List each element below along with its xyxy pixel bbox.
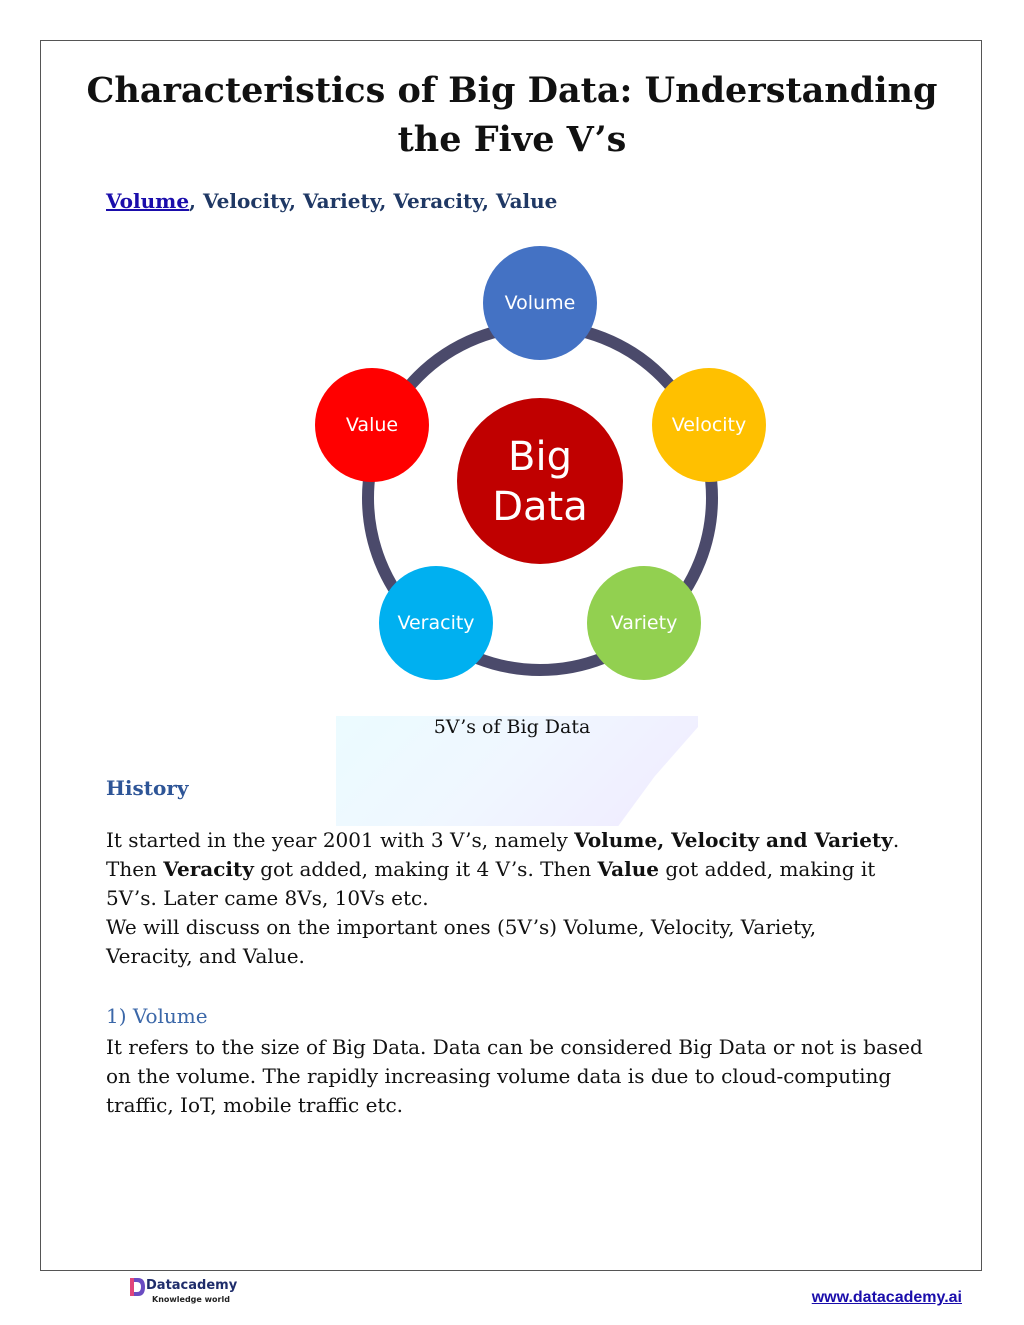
- volume-text-2: on the volume. The rapidly increasing volume data is due to cloud-computing: [106, 1064, 892, 1088]
- node-veracity: [379, 566, 493, 680]
- history-text-2: .: [892, 828, 900, 852]
- history-text-6: 5V’s. Later came 8Vs, 10Vs etc.: [106, 886, 429, 910]
- history-text-4: got added, making it 4 V’s. Then: [253, 857, 598, 881]
- logo-tagline: Knowledge world: [152, 1295, 230, 1304]
- five-vs-diagram: [300, 240, 780, 690]
- node-label-variety: Variety: [610, 612, 678, 634]
- title-line-1: Characteristics of Big Data: Understanding: [86, 70, 938, 111]
- history-heading: History: [106, 776, 189, 800]
- node-velocity: [652, 368, 766, 482]
- volume-text-3: traffic, IoT, mobile traffic etc.: [106, 1093, 404, 1117]
- node-label-value: Value: [345, 414, 399, 436]
- history-bold-value: Value: [597, 857, 659, 881]
- five-v-rest: , Velocity, Variety, Veracity, Value: [189, 189, 558, 213]
- node-value: [315, 368, 429, 482]
- history-text-7: We will discuss on the important ones (5V’s) Volume, Velocity, Variety,: [106, 915, 817, 939]
- node-label-velocity: Velocity: [671, 414, 747, 436]
- center-node: [457, 398, 623, 564]
- history-bold-3vs: Volume, Velocity and Variety: [574, 828, 893, 852]
- page-title: [60, 66, 964, 164]
- title-line-2: the Five V’s: [397, 119, 627, 160]
- history-bold-veracity: Veracity: [163, 857, 254, 881]
- center-label-line1: Big: [508, 434, 572, 480]
- diagram-caption: 5V’s of Big Data: [433, 716, 591, 738]
- history-paragraph: [106, 826, 946, 971]
- datacademy-logo: [128, 1276, 238, 1308]
- history-text-8: Veracity, and Value.: [106, 944, 305, 968]
- datacademy-logo-icon: [128, 1276, 146, 1298]
- logo-name: Datacademy: [146, 1278, 238, 1293]
- history-text-5: got added, making it: [658, 857, 876, 881]
- history-text-1: It started in the year 2001 with 3 V’s, namely: [106, 828, 575, 852]
- center-label-line2: Data: [492, 484, 588, 530]
- node-volume: [483, 246, 597, 360]
- five-v-list: [106, 189, 557, 213]
- node-label-volume: Volume: [504, 292, 576, 314]
- volume-section-heading: 1) Volume: [106, 1004, 208, 1028]
- volume-paragraph: [106, 1033, 946, 1120]
- node-label-veracity: Veracity: [397, 612, 475, 634]
- volume-text-1: It refers to the size of Big Data. Data can be considered Big Data or not is based: [106, 1035, 923, 1059]
- volume-link[interactable]: Volume: [106, 189, 190, 213]
- node-variety: [587, 566, 701, 680]
- history-text-3: Then: [106, 857, 164, 881]
- footer-website-link[interactable]: www.datacademy.ai: [811, 1289, 962, 1306]
